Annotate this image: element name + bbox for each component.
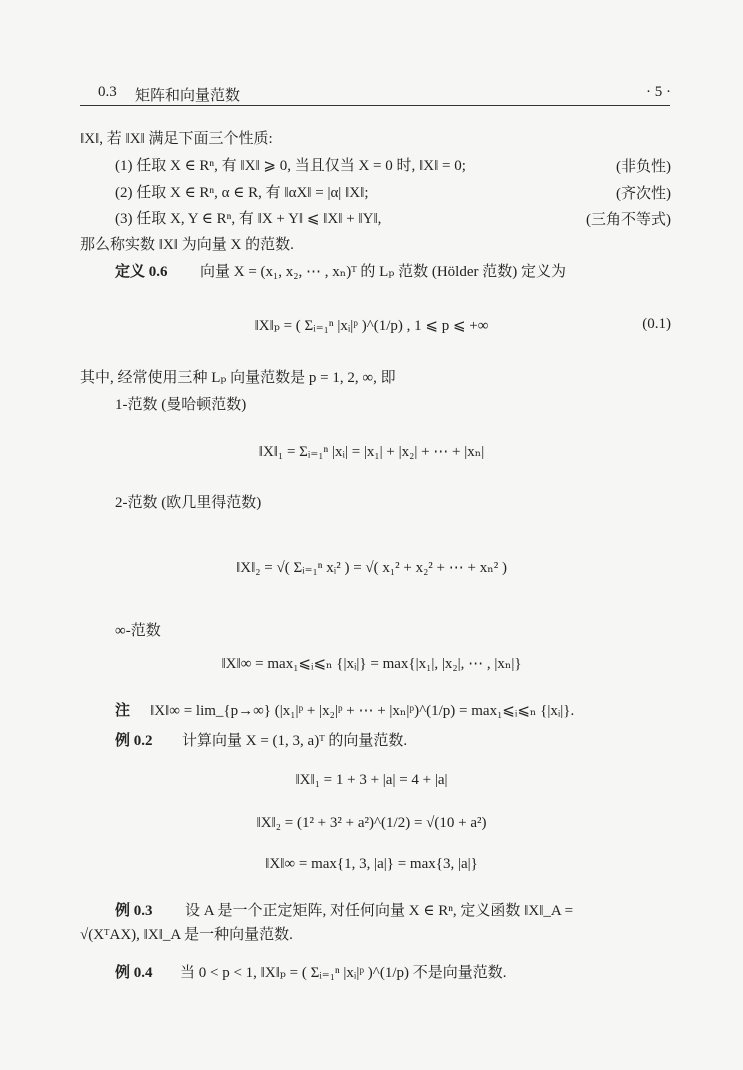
note-label: 注: [115, 703, 131, 719]
property-3: (3) 任取 X, Y ∈ Rⁿ, 有 ‖X + Y‖ ⩽ ‖X‖ + ‖Y‖,: [115, 211, 382, 227]
text-line: ‖X‖, 若 ‖X‖ 满足下面三个性质:: [80, 131, 273, 147]
example-0-3-continuation: √(XᵀAX), ‖X‖_A 是一种向量范数.: [80, 927, 293, 943]
norm-inf-heading: ∞-范数: [115, 623, 161, 639]
example-0-4-label: 例 0.4: [115, 965, 153, 981]
definition-text: 向量 X = (x₁, x₂, ⋯ , xₙ)ᵀ 的 Lₚ 范数 (Hölder 范数) 定义为: [200, 264, 566, 280]
example-0-4-text: 当 0 < p < 1, ‖X‖ₚ = ( Σᵢ₌₁ⁿ |xᵢ|ᵖ )^(1/p) 不是向量范数.: [180, 965, 507, 981]
equation-inf-norm: ‖X‖∞ = max₁⩽ᵢ⩽ₙ {|xᵢ|} = max{|x₁|, |x₂|, ⋯ , |xₙ|}: [221, 656, 522, 672]
text-line: 其中, 经常使用三种 Lₚ 向量范数是 p = 1, 2, ∞, 即: [80, 370, 396, 386]
property-3-tag: (三角不等式): [586, 212, 671, 228]
norm-1-heading: 1-范数 (曼哈顿范数): [115, 397, 247, 413]
example-0-3-text: 设 A 是一个正定矩阵, 对任何向量 X ∈ Rⁿ, 定义函数 ‖X‖_A =: [185, 903, 574, 919]
example-0-2-label: 例 0.2: [115, 733, 153, 749]
equation-2-norm: ‖X‖₂ = √( Σᵢ₌₁ⁿ xᵢ² ) = √( x₁² + x₂² + ⋯ + xₙ² ): [236, 560, 507, 576]
equation-lp-norm: ‖X‖ₚ = ( Σᵢ₌₁ⁿ |xᵢ|ᵖ )^(1/p) , 1 ⩽ p ⩽ +∞: [254, 318, 489, 334]
property-2-tag: (齐次性): [616, 186, 671, 202]
norm-2-heading: 2-范数 (欧几里得范数): [115, 495, 262, 511]
equation-1-norm: ‖X‖₁ = Σᵢ₌₁ⁿ |xᵢ| = |x₁| + |x₂| + ⋯ + |xₙ|: [258, 444, 485, 460]
note-text: ‖X‖∞ = lim_{p→∞} (|x₁|ᵖ + |x₂|ᵖ + ⋯ + |xₙ|ᵖ)^(1/p) = max₁⩽ᵢ⩽ₙ {|xᵢ|}.: [150, 703, 575, 719]
equation-number: (0.1): [642, 316, 671, 332]
page-number: · 5 ·: [646, 84, 671, 100]
definition-number: 定义 0.6: [115, 264, 168, 280]
example-0-2-text: 计算向量 X = (1, 3, a)ᵀ 的向量范数.: [182, 733, 408, 749]
definition-label: [115, 261, 168, 283]
example-eq-2: ‖X‖₂ = (1² + 3² + a²)^(1/2) = √(10 + a²): [256, 815, 487, 831]
property-1-tag: (非负性): [616, 159, 671, 175]
example-0-3-label: 例 0.3: [115, 903, 153, 919]
header-rule: [80, 105, 670, 106]
text-line: 那么称实数 ‖X‖ 为向量 X 的范数.: [80, 237, 294, 253]
property-1: (1) 任取 X ∈ Rⁿ, 有 ‖X‖ ⩾ 0, 当且仅当 X = 0 时, ‖X‖ = 0;: [115, 158, 466, 174]
header-title: 矩阵和向量范数: [135, 88, 241, 104]
example-eq-1: ‖X‖₁ = 1 + 3 + |a| = 4 + |a|: [295, 772, 448, 788]
header-section-number: 0.3: [98, 84, 117, 100]
property-2: (2) 任取 X ∈ Rⁿ, α ∈ R, 有 ‖αX‖ = |α| ‖X‖;: [115, 185, 369, 201]
example-eq-3: ‖X‖∞ = max{1, 3, |a|} = max{3, |a|}: [265, 856, 478, 872]
